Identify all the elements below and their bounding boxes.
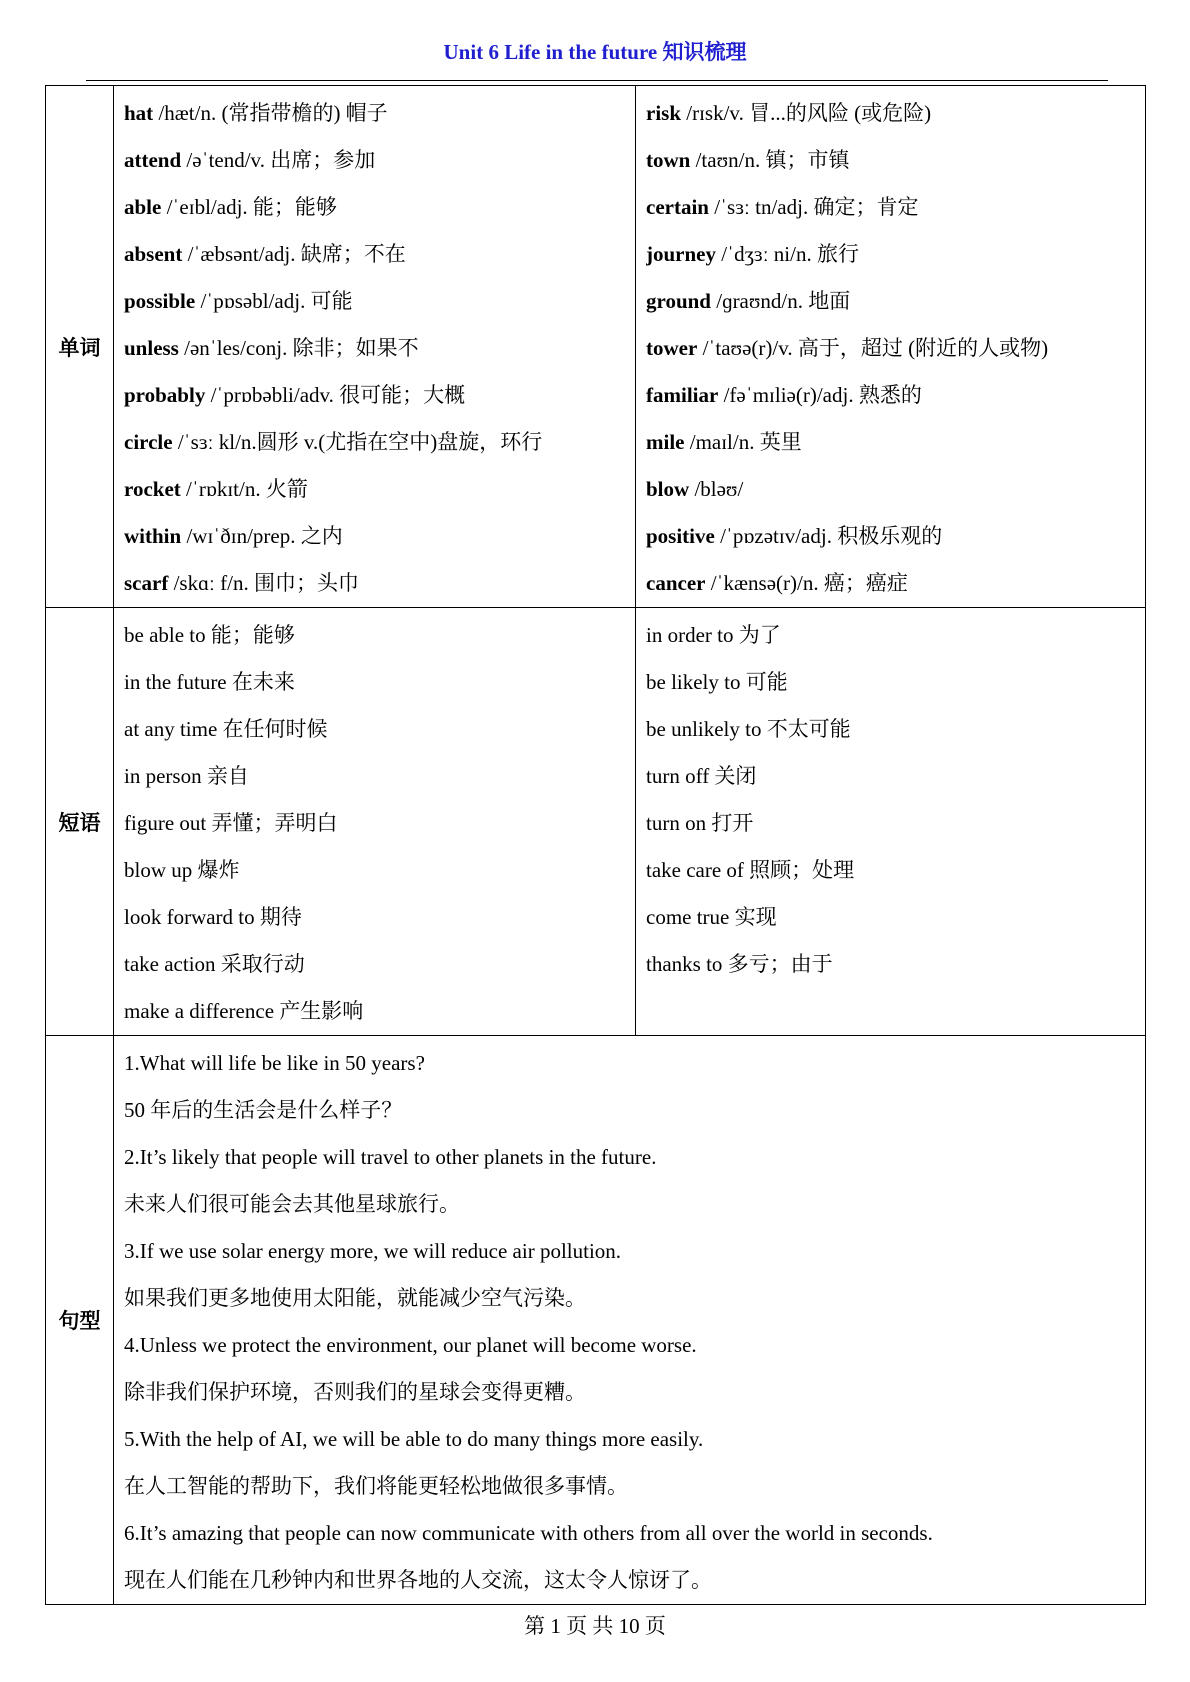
vocab-word: attend	[124, 148, 182, 172]
vocab-word: hat	[124, 101, 154, 125]
vocab-word: possible	[124, 289, 196, 313]
sentence-line: 除非我们保护环境，否则我们的星球会变得更糟。	[124, 1380, 586, 1404]
phrases-right-cell	[636, 608, 1146, 1036]
vocab-word: absent	[124, 242, 183, 266]
sentences-row	[46, 1036, 1146, 1605]
vocab-word: circle	[124, 430, 173, 454]
vocab-entry	[124, 560, 625, 607]
phrases-row	[46, 608, 1146, 1036]
vocab-definition: /ˈpɒzətɪv/adj. 积极乐观的	[714, 524, 943, 548]
vocab-left-cell	[114, 86, 636, 608]
vocab-definition: /skɑː f/n. 围巾；头巾	[168, 571, 359, 595]
vocab-entry	[124, 137, 625, 184]
phrase-item: blow up 爆炸	[124, 858, 240, 882]
vocab-entry	[124, 278, 625, 325]
vocab-word: mile	[646, 430, 685, 454]
vocab-definition: /ˈeɪbl/adj. 能；能够	[161, 195, 337, 219]
vocab-word: familiar	[646, 383, 719, 407]
vocab-word: within	[124, 524, 182, 548]
vocab-word: unless	[124, 336, 179, 360]
phrase-item: be unlikely to 不太可能	[646, 717, 851, 741]
vocab-entry	[124, 419, 625, 466]
sentences-cell	[114, 1036, 1146, 1605]
vocab-entry	[124, 372, 625, 419]
vocab-word: cancer	[646, 571, 706, 595]
vocab-definition: /hæt/n. (常指带檐的) 帽子	[153, 101, 388, 125]
vocab-entry	[124, 513, 625, 560]
vocab-definition: /ənˈles/conj. 除非；如果不	[178, 336, 419, 360]
vocab-definition: /ˈpɒsəbl/adj. 可能	[195, 289, 353, 313]
vocab-definition: /rɪsk/v. 冒...的风险 (或危险)	[681, 101, 932, 125]
vocab-definition: /ˈkænsə(r)/n. 癌；癌症	[705, 571, 908, 595]
sentence-line: 6.It’s amazing that people can now communicate with others from all over the world in seconds.	[124, 1521, 933, 1545]
vocab-definition: /ˈtaʊə(r)/v. 高于，超过 (附近的人或物)	[697, 336, 1049, 360]
vocab-entry	[646, 184, 1135, 231]
vocab-entry	[646, 419, 1135, 466]
vocab-entry	[124, 466, 625, 513]
vocab-entry	[646, 278, 1135, 325]
vocab-entry	[124, 184, 625, 231]
vocab-entry	[646, 325, 1135, 372]
vocab-definition: /maɪl/n. 英里	[684, 430, 802, 454]
vocab-word: positive	[646, 524, 715, 548]
vocab-entry	[124, 325, 625, 372]
vocab-definition: /ˈsɜː tn/adj. 确定；肯定	[708, 195, 919, 219]
vocab-entry	[124, 231, 625, 278]
vocab-entry	[646, 560, 1135, 607]
sentence-line: 现在人们能在几秒钟内和世界各地的人交流，这太令人惊讶了。	[124, 1568, 712, 1592]
sentence-line: 在人工智能的帮助下，我们将能更轻松地做很多事情。	[124, 1474, 628, 1498]
vocab-entry	[646, 137, 1135, 184]
vocab-definition: /ˈdʒɜː ni/n. 旅行	[716, 242, 859, 266]
vocab-entry	[646, 466, 1135, 513]
vocab-word: able	[124, 195, 162, 219]
vocab-definition: /ˈæbsənt/adj. 缺席；不在	[182, 242, 406, 266]
vocab-entry	[646, 513, 1135, 560]
vocab-definition: /əˈtend/v. 出席；参加	[181, 148, 376, 172]
vocab-right-cell	[636, 86, 1146, 608]
phrase-item: in the future 在未来	[124, 670, 295, 694]
vocab-definition: /ɡraʊnd/n. 地面	[710, 289, 851, 313]
vocab-definition: /ˈsɜː kl/n.圆形 v.(尤指在空中)盘旋，环行	[172, 430, 543, 454]
knowledge-table	[45, 85, 1146, 1605]
phrase-item: make a difference 产生影响	[124, 999, 364, 1023]
phrase-item: in person 亲自	[124, 764, 249, 788]
vocab-definition: /wɪˈðɪn/prep. 之内	[181, 524, 343, 548]
page-footer: 第 1 页 共 10 页	[524, 1614, 666, 1638]
phrase-item: figure out 弄懂；弄明白	[124, 811, 338, 835]
vocab-entry	[646, 372, 1135, 419]
phrases-label: 短语	[46, 608, 114, 1036]
vocab-definition: /taʊn/n. 镇；市镇	[690, 148, 850, 172]
phrase-item: be able to 能；能够	[124, 623, 295, 647]
sentence-line: 1.What will life be like in 50 years?	[124, 1051, 425, 1075]
title-divider	[86, 80, 1108, 81]
sentence-line: 如果我们更多地使用太阳能，就能减少空气污染。	[124, 1286, 586, 1310]
phrase-item: look forward to 期待	[124, 905, 302, 929]
vocab-word: blow	[646, 477, 690, 501]
phrase-item: take care of 照顾；处理	[646, 858, 855, 882]
sentences-label: 句型	[46, 1036, 114, 1605]
phrase-item: turn off 关闭	[646, 764, 757, 788]
vocab-label: 单词	[46, 86, 114, 608]
vocab-word: tower	[646, 336, 698, 360]
vocab-entry	[124, 90, 625, 137]
vocab-entry	[646, 90, 1135, 137]
sentence-line: 50 年后的生活会是什么样子？	[124, 1098, 403, 1122]
vocab-word: rocket	[124, 477, 181, 501]
vocab-definition: /ˈrɒkɪt/n. 火箭	[180, 477, 308, 501]
sentence-line: 3.If we use solar energy more, we will reduce air pollution.	[124, 1239, 622, 1263]
vocab-row	[46, 86, 1146, 608]
vocab-word: scarf	[124, 571, 169, 595]
phrase-item: be likely to 可能	[646, 670, 788, 694]
vocab-entry	[646, 231, 1135, 278]
vocab-definition: /bləʊ/	[689, 477, 744, 501]
phrase-item: come true 实现	[646, 905, 777, 929]
phrases-left-cell	[114, 608, 636, 1036]
sentence-line: 未来人们很可能会去其他星球旅行。	[124, 1192, 460, 1216]
sentence-line: 2.It’s likely that people will travel to other planets in the future.	[124, 1145, 657, 1169]
vocab-word: ground	[646, 289, 711, 313]
phrase-item: turn on 打开	[646, 811, 754, 835]
phrase-item: take action 采取行动	[124, 952, 305, 976]
phrase-item: in order to 为了	[646, 623, 781, 647]
vocab-definition: /ˈprɒbəbli/adv. 很可能；大概	[205, 383, 466, 407]
sentence-line: 5.With the help of AI, we will be able to do many things more easily.	[124, 1427, 704, 1451]
vocab-word: probably	[124, 383, 206, 407]
phrase-item: at any time 在任何时候	[124, 717, 328, 741]
vocab-word: certain	[646, 195, 709, 219]
vocab-word: risk	[646, 101, 682, 125]
vocab-definition: /fəˈmɪliə(r)/adj. 熟悉的	[718, 383, 922, 407]
sentence-line: 4.Unless we protect the environment, our planet will become worse.	[124, 1333, 697, 1357]
vocab-word: town	[646, 148, 691, 172]
phrase-item: thanks to 多亏；由于	[646, 952, 833, 976]
page-title: Unit 6 Life in the future 知识梳理	[443, 40, 747, 64]
vocab-word: journey	[646, 242, 716, 266]
